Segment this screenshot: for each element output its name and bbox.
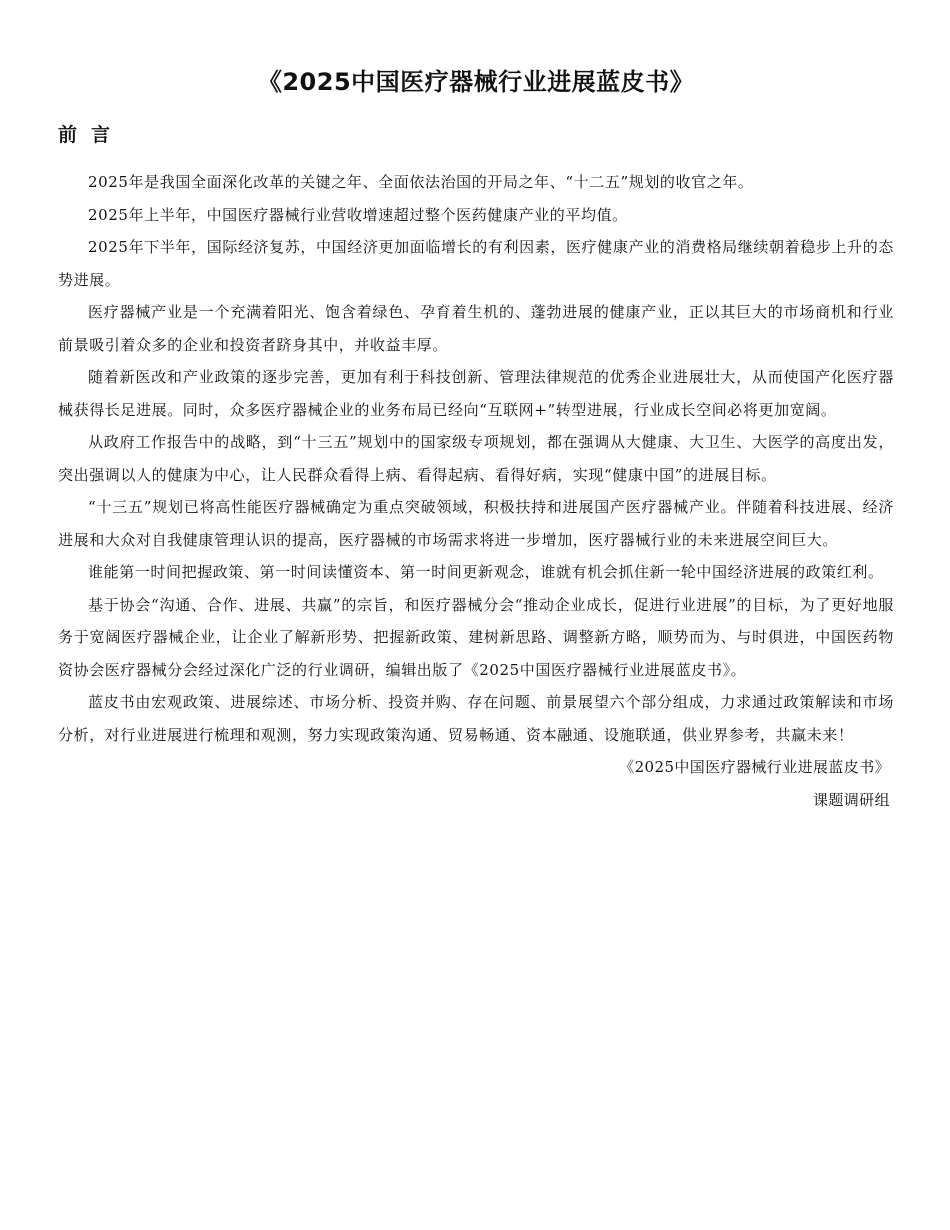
paragraph: 谁能第一时间把握政策、第一时间读懂资本、第一时间更新观念，谁就有机会抓住新一轮中国经济进展的政策红利。 (88, 563, 884, 581)
paragraph: 2025年下半年，国际经济复苏，中国经济更加面临增长的有利因素，医疗健康产业的消费格局继续朝着稳步上升的态势进展。 (58, 238, 894, 289)
document-title: 《2025中国医疗器械行业进展蓝皮书》 (257, 68, 695, 96)
preface-body (58, 166, 894, 751)
paragraph: 从政府工作报告中的战略，到“十三五”规划中的国家级专项规划，都在强调从大健康、大卫生、大医学的高度出发，突出强调以人的健康为中心，让人民群众看得上病、看得起病、看得好病，实现“健康中国”的进展目标。 (58, 433, 894, 484)
paragraph: 随着新医改和产业政策的逐步完善，更加有利于科技创新、管理法律规范的优秀企业进展壮大，从而使国产化医疗器械获得长足进展。同时，众多医疗器械企业的业务布局已经向“互联网+”转型进展，行业成长空间必将更加宽阔。 (58, 368, 894, 419)
signature-book-title: 《2025中国医疗器械行业进展蓝皮书》 (619, 758, 890, 776)
paragraph: “十三五”规划已将高性能医疗器械确定为重点突破领域，积极扶持和进展国产医疗器械产业。伴随着科技进展、经济进展和大众对自我健康管理认识的提高，医疗器械的市场需求将进一步增加，医疗器械行业的未来进展空间巨大。 (58, 498, 894, 549)
signature-block (58, 751, 894, 816)
paragraph: 蓝皮书由宏观政策、进展综述、市场分析、投资并购、存在问题、前景展望六个部分组成，力求通过政策解读和市场分析，对行业进展进行梳理和观测，努力实现政策沟通、贸易畅通、资本融通、设施联通，供业界参考，共赢未来！ (58, 693, 894, 744)
signature-group: 课题调研组 (812, 790, 890, 809)
paragraph: 基于协会“沟通、合作、进展、共赢”的宗旨，和医疗器械分会“推动企业成长，促进行业进展”的目标，为了更好地服务于宽阔医疗器械企业，让企业了解新形势、把握新政策、建树新思路、调整新方略，顺势而为、与时俱进，中国医药物资协会医疗器械分会经过深化广泛的行业调研，编辑出版了《2025中国医疗器械行业进展蓝皮书》。 (58, 595, 894, 679)
paragraph: 2025年上半年，中国医疗器械行业营收增速超过整个医药健康产业的平均值。 (88, 205, 628, 224)
paragraph: 医疗器械产业是一个充满着阳光、饱含着绿色、孕育着生机的、蓬勃进展的健康产业，正以其巨大的市场商机和行业前景吸引着众多的企业和投资者跻身其中，并收益丰厚。 (58, 303, 894, 354)
section-heading-preface: 前言 (58, 124, 125, 146)
paragraph: 2025年是我国全面深化改革的关键之年、全面依法治国的开局之年、“十二五”规划的收官之年。 (88, 173, 754, 191)
